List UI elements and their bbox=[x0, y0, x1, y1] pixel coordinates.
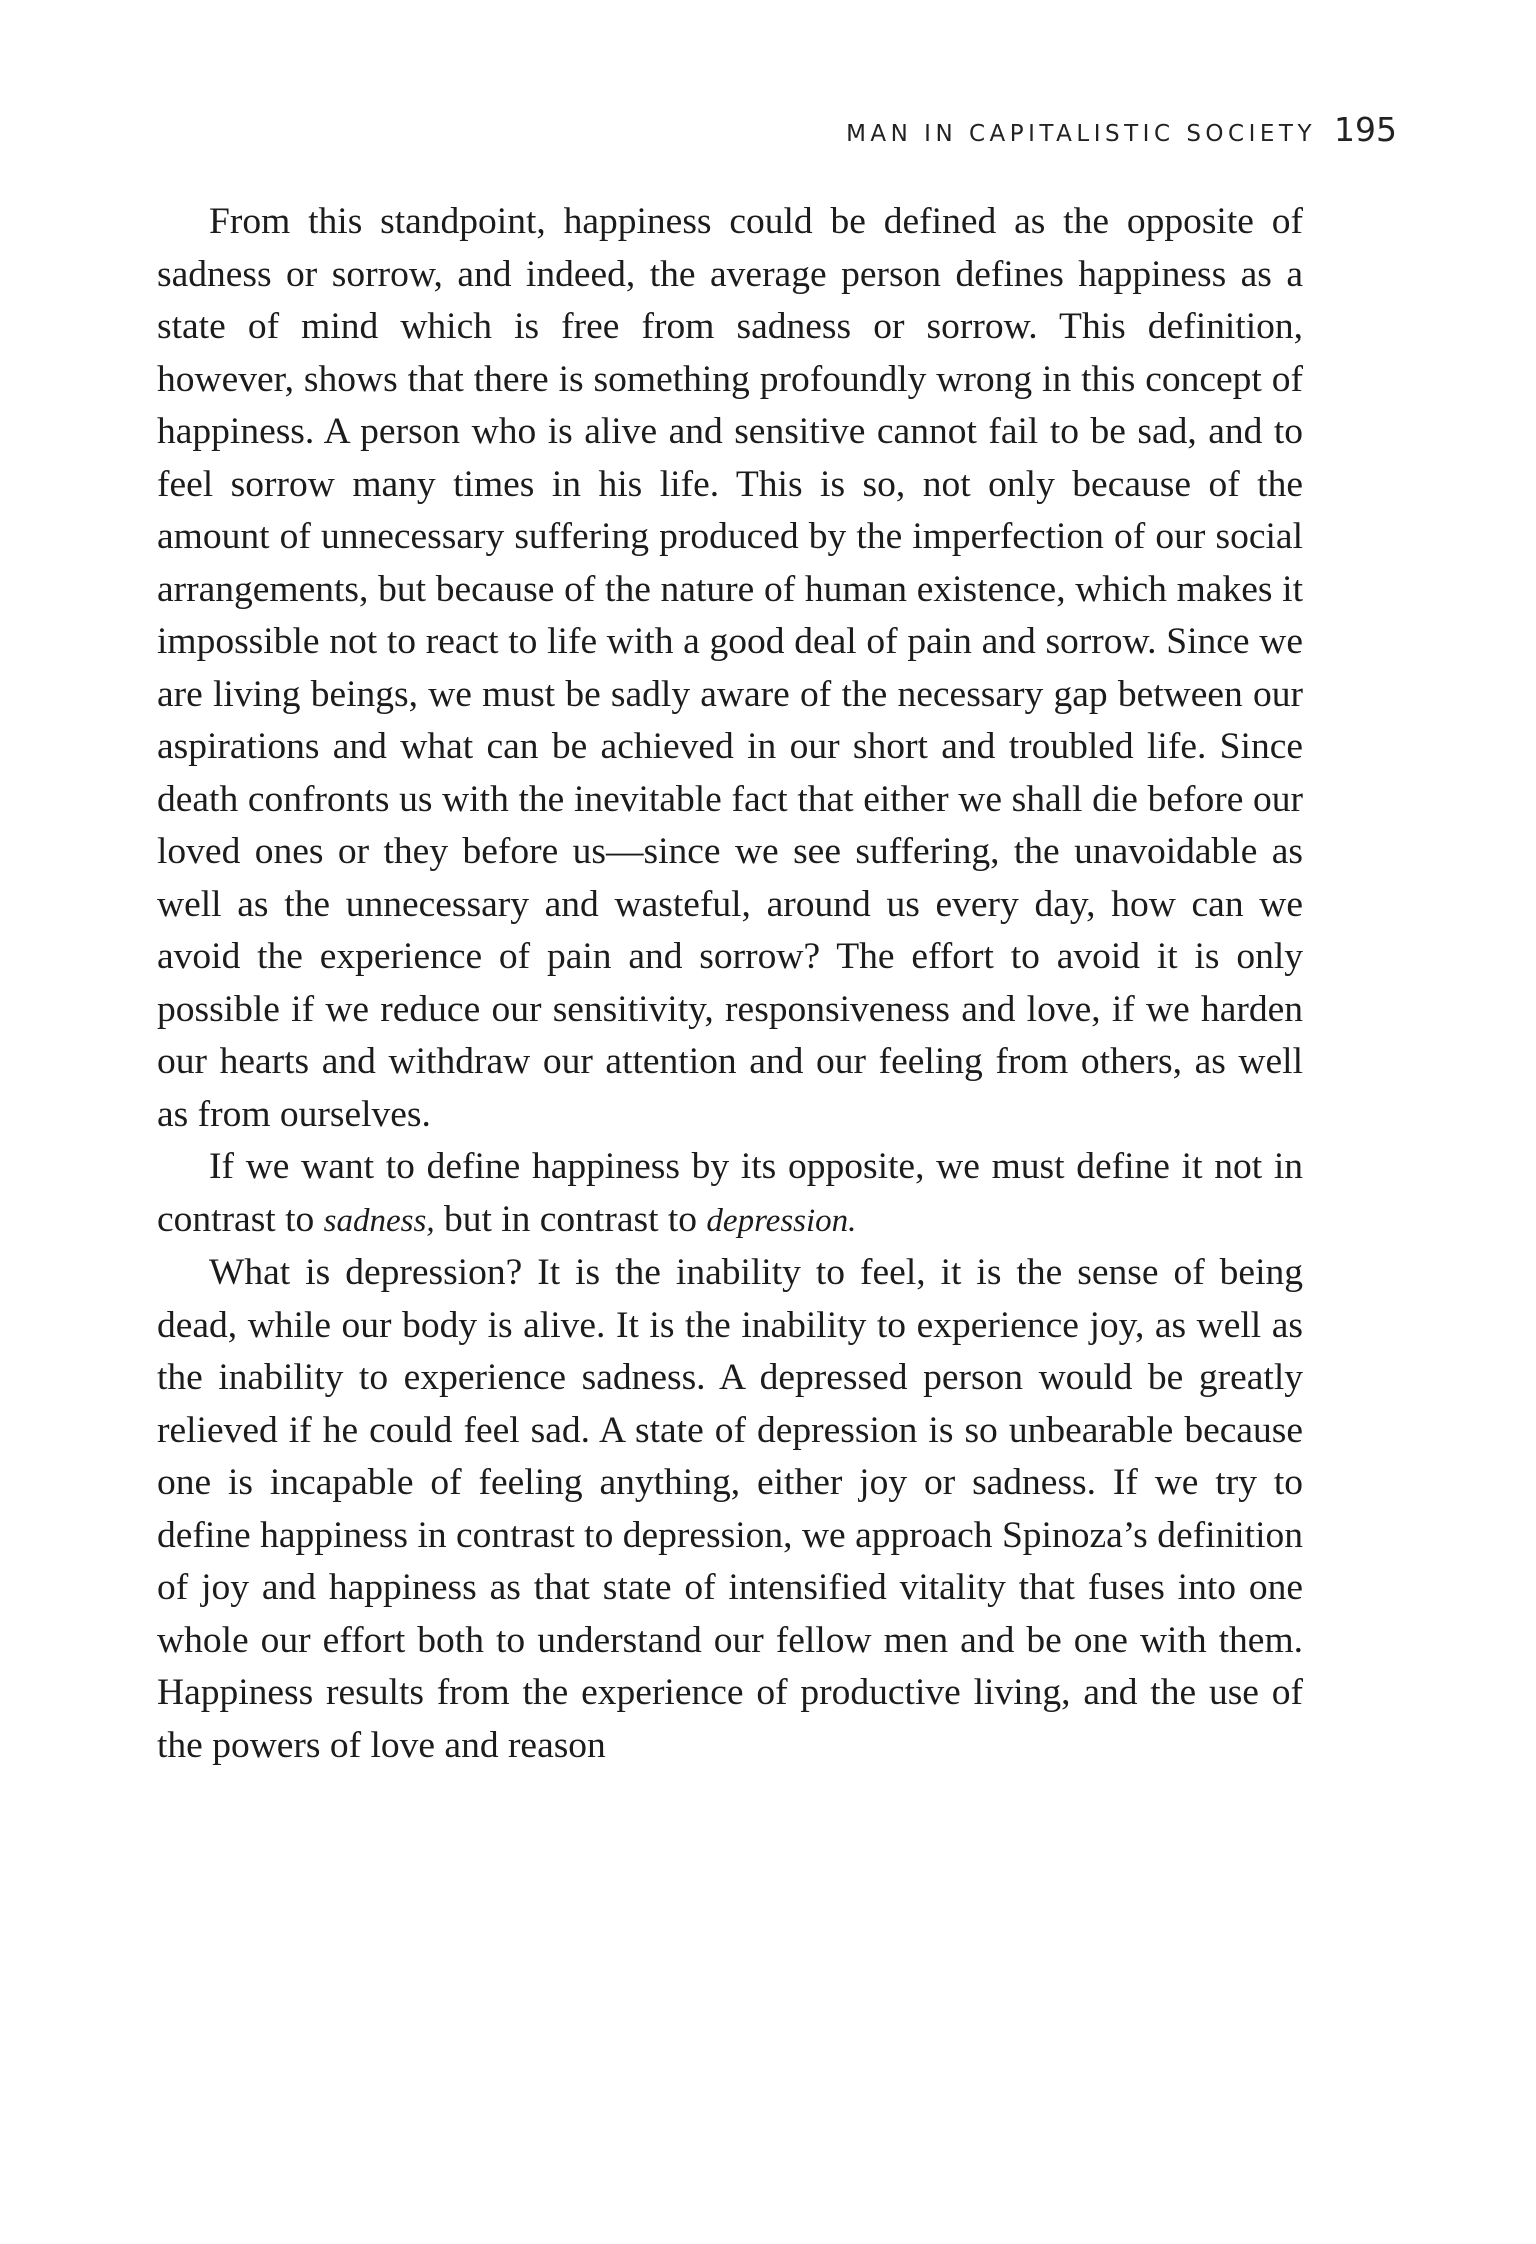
paragraph-1: From this standpoint, happiness could be defined as the opposite of sadness or sorrow, and indeed, the average person defines happiness as a state of mind which is free from sadness or sorrow. This definition, however, shows that there is something profoundly wrong in this concept of happiness. A person who is alive and sensitive cannot fail to be sad, and to feel sorrow many times in his life. This is so, not only because of the amount of unnecessary suffering produced by the imperfection of our social arrangements, but because of the nature of human existence, which makes it impossible not to react to life with a good deal of pain and sorrow. Since we are living beings, we must be sadly aware of the necessary gap between our aspirations and what can be achieved in our short and troubled life. Since death confronts us with the inevitable fact that either we shall die before our loved ones or they before us—since we see suffering, the unavoidable as well as the unnecessary and wasteful, around us every day, how can we avoid the experience of pain and sorrow? The effort to avoid it is only possible if we reduce our sensitivity, responsiveness and love, if we harden our hearts and withdraw our attention and our feeling from others, as well as from ourselves. bbox=[157, 201, 1303, 1135]
running-title: MAN IN CAPITALISTIC SOCIETY bbox=[846, 121, 1316, 147]
page-number: 195 bbox=[1334, 110, 1397, 149]
running-head bbox=[157, 110, 1397, 160]
body-text bbox=[157, 196, 1303, 1772]
paragraph-2-text-a: If we want to define happiness by its opposite, we must define it not in contrast to bbox=[157, 1146, 1303, 1240]
paragraph-2-text-b: but in contrast to bbox=[434, 1198, 707, 1240]
paragraph-2 bbox=[157, 1141, 1303, 1247]
emphasis-depression: depression. bbox=[706, 1202, 857, 1239]
paragraph-3: What is depression? It is the inability to feel, it is the sense of being dead, while our body is alive. It is the inability to experience joy, as well as the inability to experience sadness. A depressed person would be greatly relieved if he could feel sad. A state of depression is so unbearable because one is incapable of feeling anything, either joy or sadness. If we try to define happiness in contrast to depression, we approach Spinoza’s definition of joy and happiness as that state of intensified vitality that fuses into one whole our effort both to understand our fellow men and be one with them. Happiness results from the experience of productive living, and the use of the powers of love and reason bbox=[157, 1252, 1303, 1766]
emphasis-sadness: sadness, bbox=[323, 1202, 435, 1239]
